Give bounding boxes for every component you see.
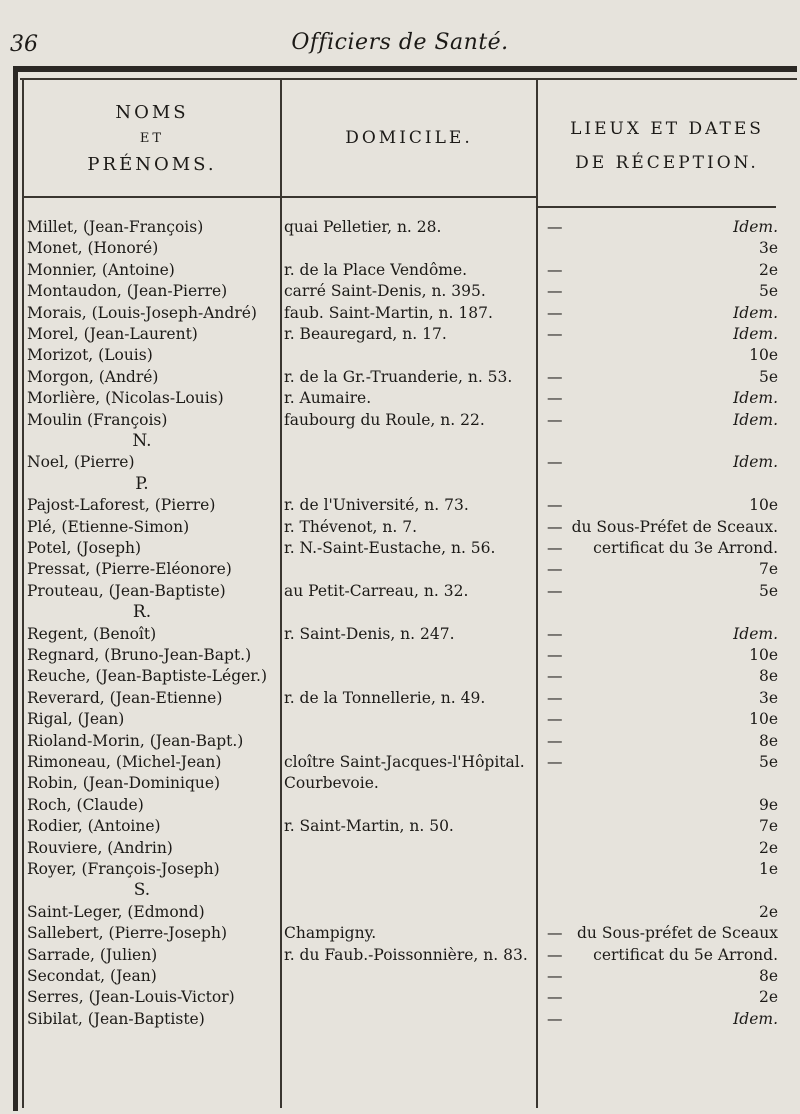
table-row bbox=[0, 238, 800, 258]
entry-address: r. de la Tonnellerie, n. 49. bbox=[284, 689, 486, 707]
entry-dash: — bbox=[547, 539, 563, 557]
page-title: Officiers de Santé. bbox=[291, 30, 509, 55]
entry-dash: — bbox=[547, 518, 563, 536]
entry-reception: 10e bbox=[749, 646, 778, 664]
page-number: 36 bbox=[10, 32, 38, 57]
entry-reception: 2e bbox=[758, 903, 778, 921]
entry-address: r. du Faub.-Poissonnière, n. 83. bbox=[284, 946, 528, 964]
entry-dash: — bbox=[547, 967, 563, 985]
entry-dash: — bbox=[547, 389, 563, 407]
entry-reception: 2e bbox=[758, 261, 778, 279]
entry-dash: — bbox=[547, 753, 563, 771]
entry-name: Monet, (Honoré) bbox=[27, 239, 159, 257]
table-row bbox=[0, 966, 800, 986]
entry-address: cloître Saint-Jacques-l'Hôpital. bbox=[284, 753, 525, 771]
table-row bbox=[0, 1009, 800, 1029]
entry-reception: Idem. bbox=[733, 625, 778, 643]
entry-reception: 5e bbox=[758, 582, 778, 600]
entry-reception: 8e bbox=[758, 732, 778, 750]
entry-dash: — bbox=[547, 1010, 563, 1028]
entry-name: Plé, (Etienne-Simon) bbox=[27, 518, 190, 536]
entry-address: r. N.-Saint-Eustache, n. 56. bbox=[284, 539, 496, 557]
entry-name: Rouviere, (Andrin) bbox=[27, 839, 173, 857]
table-row bbox=[0, 688, 800, 708]
column-header-noms bbox=[24, 98, 280, 180]
entry-reception: Idem. bbox=[733, 411, 778, 429]
noms-line-3: PRÉNOMS. bbox=[87, 154, 217, 175]
entry-dash: — bbox=[547, 646, 563, 664]
table-row bbox=[0, 452, 800, 472]
entry-dash: — bbox=[547, 325, 563, 343]
table-row bbox=[0, 281, 800, 301]
entry-name: Rimoneau, (Michel-Jean) bbox=[27, 753, 222, 771]
entry-name: Morizot, (Louis) bbox=[27, 346, 153, 364]
entry-name: Saint-Leger, (Edmond) bbox=[27, 903, 205, 921]
entry-reception: 5e bbox=[758, 282, 778, 300]
entry-name: Rodier, (Antoine) bbox=[27, 817, 161, 835]
entry-dash: — bbox=[547, 304, 563, 322]
entry-address: Courbevoie. bbox=[284, 774, 379, 792]
lieux-line-1: LIEUX ET DATES bbox=[570, 119, 764, 139]
table-row bbox=[0, 859, 800, 879]
table-row bbox=[0, 517, 800, 537]
entry-address: carré Saint-Denis, n. 395. bbox=[284, 282, 486, 300]
entry-reception: 1e bbox=[758, 860, 778, 878]
section-letter: R. bbox=[132, 602, 152, 622]
table-row bbox=[0, 388, 800, 408]
entry-dash: — bbox=[547, 710, 563, 728]
section-letter: S. bbox=[133, 880, 151, 900]
entry-name: Moulin (François) bbox=[27, 411, 168, 429]
entry-name: Secondat, (Jean) bbox=[27, 967, 157, 985]
entry-reception: 7e bbox=[758, 817, 778, 835]
table-row bbox=[0, 324, 800, 344]
entry-reception: Idem. bbox=[733, 218, 778, 236]
table-row bbox=[0, 345, 800, 365]
table-row bbox=[0, 581, 800, 601]
entry-dash: — bbox=[547, 261, 563, 279]
entry-reception: du Sous-Préfet de Sceaux. bbox=[571, 518, 778, 536]
entry-name: Rigal, (Jean) bbox=[27, 710, 125, 728]
table-row bbox=[0, 410, 800, 430]
entry-reception: 5e bbox=[758, 753, 778, 771]
lieux-line-2: DE RÉCEPTION. bbox=[575, 153, 759, 173]
entry-reception: 10e bbox=[749, 710, 778, 728]
entry-reception: certificat du 5e Arrond. bbox=[593, 946, 778, 964]
entry-name: Morlière, (Nicolas-Louis) bbox=[27, 389, 224, 407]
entry-address: r. Aumaire. bbox=[284, 389, 372, 407]
table-row bbox=[0, 645, 800, 665]
table-row bbox=[0, 217, 800, 237]
entry-dash: — bbox=[547, 411, 563, 429]
entry-name: Montaudon, (Jean-Pierre) bbox=[27, 282, 228, 300]
table-row bbox=[0, 902, 800, 922]
table-row bbox=[0, 495, 800, 515]
entry-name: Millet, (Jean-François) bbox=[27, 218, 204, 236]
entry-address: Champigny. bbox=[284, 924, 377, 942]
table-row bbox=[0, 538, 800, 558]
entry-address: faub. Saint-Martin, n. 187. bbox=[284, 304, 493, 322]
page-header bbox=[0, 28, 800, 64]
table-row bbox=[0, 795, 800, 815]
entry-reception: certificat du 3e Arrond. bbox=[593, 539, 778, 557]
section-letter: P. bbox=[135, 474, 149, 494]
entry-name: Sarrade, (Julien) bbox=[27, 946, 158, 964]
entry-name: Potel, (Joseph) bbox=[27, 539, 142, 557]
entry-dash: — bbox=[547, 218, 563, 236]
header-rule-lieux bbox=[538, 206, 776, 208]
entry-name: Pajost-Laforest, (Pierre) bbox=[27, 496, 216, 514]
entry-dash: — bbox=[547, 946, 563, 964]
entry-dash: — bbox=[547, 282, 563, 300]
entry-dash: — bbox=[547, 667, 563, 685]
entry-name: Monnier, (Antoine) bbox=[27, 261, 175, 279]
entry-reception: 10e bbox=[749, 496, 778, 514]
table-row bbox=[0, 923, 800, 943]
entry-dash: — bbox=[547, 625, 563, 643]
entry-dash: — bbox=[547, 453, 563, 471]
entry-name: Noel, (Pierre) bbox=[27, 453, 135, 471]
entry-reception: Idem. bbox=[733, 453, 778, 471]
entry-reception: 8e bbox=[758, 667, 778, 685]
entry-reception: 3e bbox=[758, 239, 778, 257]
entry-name: Prouteau, (Jean-Baptiste) bbox=[27, 582, 226, 600]
entry-dash: — bbox=[547, 988, 563, 1006]
entry-dash: — bbox=[547, 924, 563, 942]
entry-dash: — bbox=[547, 496, 563, 514]
section-letter: N. bbox=[132, 431, 152, 451]
entry-reception: 8e bbox=[758, 967, 778, 985]
entry-name: Serres, (Jean-Louis-Victor) bbox=[27, 988, 235, 1006]
table-row bbox=[0, 666, 800, 686]
table-row bbox=[0, 731, 800, 751]
table-row bbox=[0, 838, 800, 858]
entry-name: Rioland-Morin, (Jean-Bapt.) bbox=[27, 732, 244, 750]
entry-dash: — bbox=[547, 368, 563, 386]
entry-address: faubourg du Roule, n. 22. bbox=[284, 411, 485, 429]
table-row bbox=[0, 559, 800, 579]
entry-address: r. de la Gr.-Truanderie, n. 53. bbox=[284, 368, 513, 386]
table-row bbox=[0, 624, 800, 644]
entry-name: Pressat, (Pierre-Eléonore) bbox=[27, 560, 232, 578]
entry-address: r. de l'Université, n. 73. bbox=[284, 496, 469, 514]
noms-line-1: NOMS bbox=[115, 102, 189, 123]
table-row bbox=[0, 945, 800, 965]
table-row bbox=[0, 303, 800, 323]
entry-name: Sibilat, (Jean-Baptiste) bbox=[27, 1010, 205, 1028]
entry-name: Morgon, (André) bbox=[27, 368, 159, 386]
entry-reception: Idem. bbox=[733, 389, 778, 407]
entry-address: r. Thévenot, n. 7. bbox=[284, 518, 418, 536]
entry-address: quai Pelletier, n. 28. bbox=[284, 218, 442, 236]
table-row bbox=[0, 816, 800, 836]
entry-reception: 7e bbox=[758, 560, 778, 578]
entry-reception: 3e bbox=[758, 689, 778, 707]
entry-name: Morais, (Louis-Joseph-André) bbox=[27, 304, 257, 322]
entry-name: Regnard, (Bruno-Jean-Bapt.) bbox=[27, 646, 252, 664]
entry-name: Robin, (Jean-Dominique) bbox=[27, 774, 221, 792]
entry-name: Roch, (Claude) bbox=[27, 796, 144, 814]
entry-name: Royer, (François-Joseph) bbox=[27, 860, 220, 878]
entry-address: r. Beauregard, n. 17. bbox=[284, 325, 447, 343]
header-rule-noms bbox=[22, 196, 280, 198]
table-row bbox=[0, 709, 800, 729]
frame-inner-top-rule bbox=[20, 78, 797, 80]
entry-name: Sallebert, (Pierre-Joseph) bbox=[27, 924, 227, 942]
noms-line-2: ET bbox=[139, 131, 165, 146]
column-header-lieux bbox=[540, 112, 794, 180]
entry-reception: Idem. bbox=[733, 325, 778, 343]
entry-reception: 2e bbox=[758, 988, 778, 1006]
entry-name: Morel, (Jean-Laurent) bbox=[27, 325, 198, 343]
entry-address: r. Saint-Martin, n. 50. bbox=[284, 817, 454, 835]
table-row bbox=[0, 752, 800, 772]
entry-reception: 5e bbox=[758, 368, 778, 386]
entry-reception: Idem. bbox=[733, 304, 778, 322]
entry-name: Reverard, (Jean-Etienne) bbox=[27, 689, 223, 707]
entry-reception: 9e bbox=[758, 796, 778, 814]
entry-address: au Petit-Carreau, n. 32. bbox=[284, 582, 469, 600]
entry-name: Regent, (Benoît) bbox=[27, 625, 157, 643]
column-header-domicile: DOMICILE. bbox=[345, 128, 473, 148]
entry-reception: 2e bbox=[758, 839, 778, 857]
entry-reception: 10e bbox=[749, 346, 778, 364]
entry-dash: — bbox=[547, 560, 563, 578]
entry-name: Reuche, (Jean-Baptiste-Léger.) bbox=[27, 667, 267, 685]
entry-dash: — bbox=[547, 582, 563, 600]
entry-reception: Idem. bbox=[733, 1010, 778, 1028]
entry-dash: — bbox=[547, 689, 563, 707]
table-row bbox=[0, 260, 800, 280]
entry-reception: du Sous-préfet de Sceaux bbox=[577, 924, 778, 942]
table-row bbox=[0, 773, 800, 793]
entry-address: r. de la Place Vendôme. bbox=[284, 261, 468, 279]
entry-address: r. Saint-Denis, n. 247. bbox=[284, 625, 455, 643]
table-row bbox=[0, 987, 800, 1007]
table-row bbox=[0, 367, 800, 387]
entry-dash: — bbox=[547, 732, 563, 750]
header-rule-domicile bbox=[282, 196, 536, 198]
